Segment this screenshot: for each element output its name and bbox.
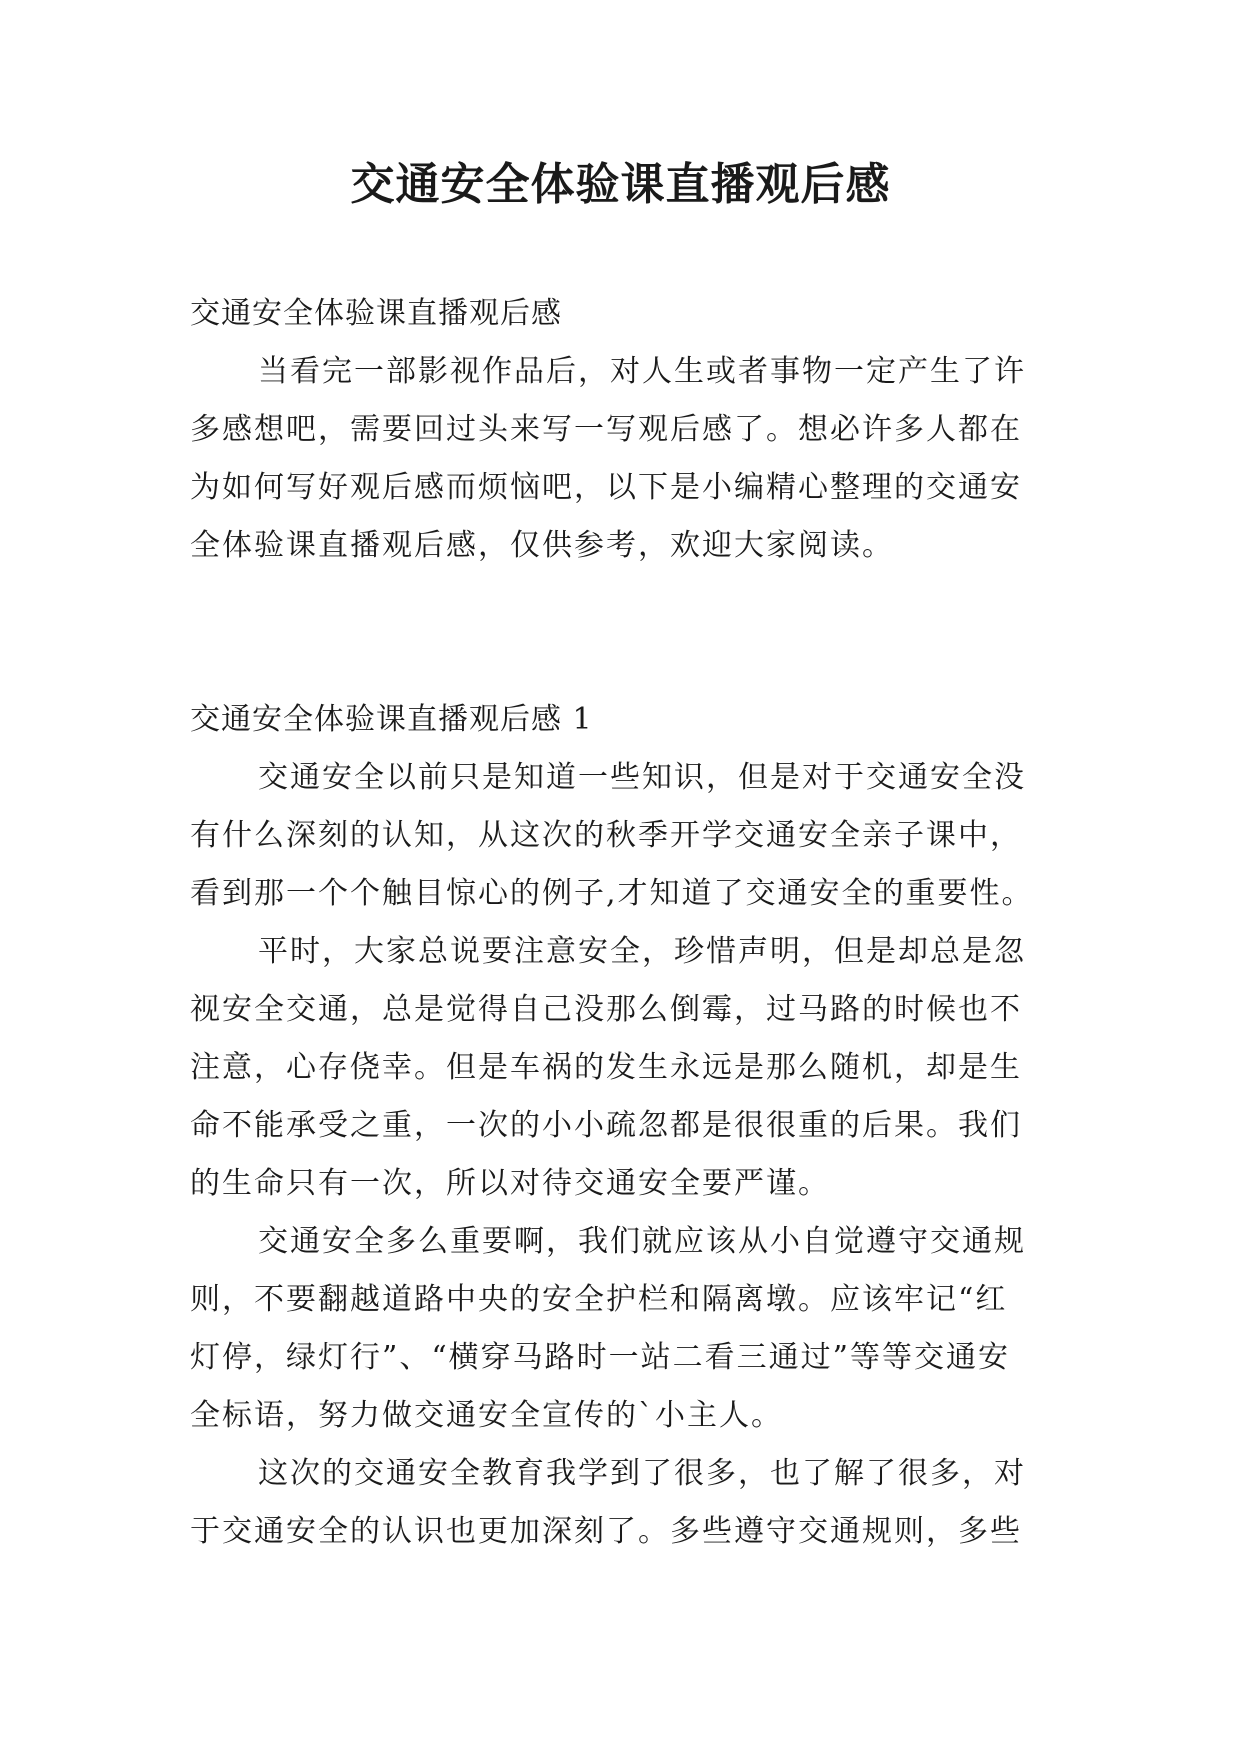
text-line: 视安全交通，总是觉得自己没那么倒霉，过马路的时候也不 [190, 992, 1022, 1027]
text-line: 交通安全多么重要啊，我们就应该从小自觉遵守交通规 [258, 1224, 1026, 1259]
text-line: 灯停，绿灯行”、“横穿马路时一站二看三通过”等等交通安 [190, 1340, 1011, 1375]
text-line: 命不能承受之重，一次的小小疏忽都是很很重的后果。我们 [190, 1108, 1022, 1143]
text-line: 的生命只有一次，所以对待交通安全要严谨。 [190, 1166, 830, 1201]
intro-heading: 交通安全体验课直播观后感 [190, 296, 562, 331]
paragraph [190, 923, 1060, 1213]
text-line: 当看完一部影视作品后，对人生或者事物一定产生了许 [258, 354, 1026, 389]
text-line: 为如何写好观后感而烦恼吧，以下是小编精心整理的交通安 [190, 470, 1022, 505]
text-line: 这次的交通安全教育我学到了很多，也了解了很多，对 [258, 1456, 1026, 1491]
document-title: 交通安全体验课直播观后感 [350, 159, 891, 210]
document-body [190, 285, 1060, 1561]
text-line: 交通安全以前只是知道一些知识，但是对于交通安全没 [258, 760, 1026, 795]
text-line: 多感想吧，需要回过头来写一写观后感了。想必许多人都在 [190, 412, 1022, 447]
text-line: 则，不要翻越道路中央的安全护栏和隔离墩。应该牢记“红 [190, 1282, 1008, 1317]
section-heading: 交通安全体验课直播观后感 1 [190, 702, 593, 737]
text-line: 有什么深刻的认知，从这次的秋季开学交通安全亲子课中， [190, 818, 1022, 853]
text-line: 平时，大家总说要注意安全，珍惜声明，但是却总是忽 [258, 934, 1026, 969]
text-line: 注意，心存侥幸。但是车祸的发生永远是那么随机，却是生 [190, 1050, 1022, 1085]
intro-paragraph [190, 343, 1060, 575]
paragraph [190, 1445, 1060, 1561]
section-spacer [190, 575, 1060, 691]
text-line: 全体验课直播观后感，仅供参考，欢迎大家阅读。 [190, 528, 894, 563]
text-line: 于交通安全的认识也更加深刻了。多些遵守交通规则，多些 [190, 1514, 1022, 1549]
text-line: 看到那一个个触目惊心的例子,才知道了交通安全的重要性。 [190, 876, 1034, 911]
text-line: 全标语，努力做交通安全宣传的`小主人。 [190, 1398, 783, 1433]
paragraph [190, 1213, 1060, 1445]
paragraph [190, 749, 1060, 923]
